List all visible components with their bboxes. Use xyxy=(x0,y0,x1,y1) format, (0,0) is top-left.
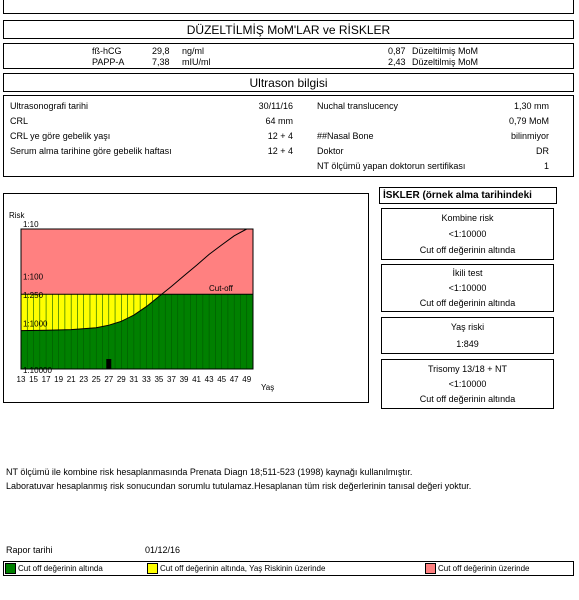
marker-mom: 0,87 xyxy=(388,46,406,56)
x-tick-label: 47 xyxy=(229,375,239,384)
us-value: 1,30 mm xyxy=(513,101,549,111)
us-label: Nuchal translucency xyxy=(317,101,399,111)
x-tick-label: 23 xyxy=(79,375,89,384)
risk-chart xyxy=(3,193,369,403)
x-tick-label: 41 xyxy=(192,375,202,384)
footnote-line-1: NT ölçümü ile kombine risk hesaplanmasında Prenata Diagn 18;511-523 (1998) kaynağı kullanılmıştır. xyxy=(6,467,413,477)
legend-bar xyxy=(3,561,574,576)
legend-swatch xyxy=(147,563,158,574)
ultrasound-title-box xyxy=(3,73,574,92)
us-label: Serum alma tarihine göre gebelik haftası xyxy=(10,146,172,156)
us-label: CRL xyxy=(10,116,29,126)
us-value: 30/11/16 xyxy=(258,101,293,111)
legend-label: Cut off değerinin altında xyxy=(18,564,103,573)
us-value: bilinmiyor xyxy=(510,131,549,141)
x-tick-label: 25 xyxy=(91,375,101,384)
risk-box-value: <1:10000 xyxy=(448,229,487,239)
marker-name: PAPP-A xyxy=(92,57,125,67)
legend-swatch xyxy=(425,563,436,574)
marker-name: fß-hCG xyxy=(92,46,122,56)
x-tick-label: 21 xyxy=(66,375,76,384)
chart-panel xyxy=(3,193,369,403)
marker-mom: 2,43 xyxy=(388,57,406,67)
risks-title-box xyxy=(379,187,557,204)
legend-swatch xyxy=(5,563,16,574)
marker-unit: mIU/ml xyxy=(182,57,211,67)
legend-label: Cut off değerinin altında, Yaş Riskinin üzerinde xyxy=(160,564,326,573)
us-label: NT ölçümü yapan doktorun sertifikası xyxy=(317,161,466,171)
us-value: 12 + 4 xyxy=(267,146,293,156)
risk-box-note: Cut off değerinin altında xyxy=(419,298,516,308)
risk-box-value: <1:10000 xyxy=(448,283,487,293)
y-tick-label: 1:100 xyxy=(23,272,44,282)
x-tick-label: 35 xyxy=(154,375,164,384)
us-value: 1 xyxy=(543,161,549,171)
us-label: CRL ye göre gebelik yaşı xyxy=(10,131,111,141)
report-date-label: Rapor tarihi xyxy=(6,545,53,555)
marker-value: 29,8 xyxy=(152,46,170,56)
us-label: Doktor xyxy=(317,146,344,156)
risk-box-note: Cut off değerinin altında xyxy=(419,394,516,404)
x-tick-label: 13 xyxy=(16,375,26,384)
x-tick-label: 33 xyxy=(141,375,151,384)
marker-value: 7,38 xyxy=(152,57,170,67)
risks-title: İSKLER (örnek alma tarihindeki xyxy=(383,190,532,201)
y-axis-label: Risk xyxy=(9,211,25,220)
risk-box-note: Cut off değerinin altında xyxy=(419,245,516,255)
y-tick-label: 1:1000 xyxy=(23,319,48,329)
us-value: 12 + 4 xyxy=(267,131,293,141)
marker-mom-label: Düzeltilmiş MoM xyxy=(412,57,479,67)
x-axis-label: Yaş xyxy=(261,383,275,392)
footnote-line-2: Laboratuvar hesaplanmış risk sonucundan sorumlu tutulamaz.Hesaplanan tüm risk değerlerinin tanısal değeri yoktur. xyxy=(6,481,472,491)
x-tick-label: 37 xyxy=(167,375,176,384)
x-tick-label: 15 xyxy=(29,375,38,384)
x-tick-label: 17 xyxy=(41,375,51,384)
marker-unit: ng/ml xyxy=(182,46,205,56)
risk-box-double xyxy=(381,264,554,312)
patient-marker xyxy=(106,359,111,369)
risk-box-title: Trisomy 13/18 + NT xyxy=(428,364,507,374)
x-tick-label: 27 xyxy=(104,375,114,384)
page-title: DÜZELTİLMİŞ MoM'LAR ve RİSKLER xyxy=(186,23,391,37)
risk-box-age xyxy=(381,317,554,354)
x-tick-label: 29 xyxy=(116,375,126,384)
risk-box-title: Kombine risk xyxy=(441,213,494,223)
header-box xyxy=(3,20,574,39)
us-value: DR xyxy=(536,146,549,156)
risk-box-value: <1:10000 xyxy=(448,379,487,389)
ultrasound-title: Ultrason bilgisi xyxy=(249,76,328,90)
marker-mom-label: Düzeltilmiş MoM xyxy=(412,46,479,56)
x-tick-label: 45 xyxy=(217,375,227,384)
y-tick-label: 1:10 xyxy=(23,220,39,229)
risk-box-trisomy xyxy=(381,359,554,409)
ultrasound-box xyxy=(3,95,574,177)
risk-box-title: Yaş riski xyxy=(450,322,485,332)
x-tick-label: 39 xyxy=(179,375,189,384)
legend-label: Cut off değerinin üzerinde xyxy=(438,564,530,573)
risk-box-combined xyxy=(381,208,554,260)
us-value: 64 mm xyxy=(265,116,293,126)
markers-box xyxy=(3,43,574,69)
x-tick-label: 43 xyxy=(204,375,214,384)
x-tick-label: 49 xyxy=(242,375,252,384)
cutoff-label: Cut-off xyxy=(209,284,233,294)
report-date: 01/12/16 xyxy=(145,545,181,555)
us-value: 0,79 MoM xyxy=(508,116,549,126)
risk-box-value: 1:849 xyxy=(456,339,479,349)
risk-box-title: İkili test xyxy=(452,268,483,278)
x-tick-label: 19 xyxy=(54,375,64,384)
y-tick-label: 1:10000 xyxy=(23,366,52,375)
y-tick-label: 1:250 xyxy=(23,291,44,301)
top-empty-box xyxy=(3,0,574,14)
us-label: Ultrasonografi tarihi xyxy=(10,101,89,111)
us-label: ##Nasal Bone xyxy=(317,131,374,141)
x-tick-label: 31 xyxy=(129,375,139,384)
